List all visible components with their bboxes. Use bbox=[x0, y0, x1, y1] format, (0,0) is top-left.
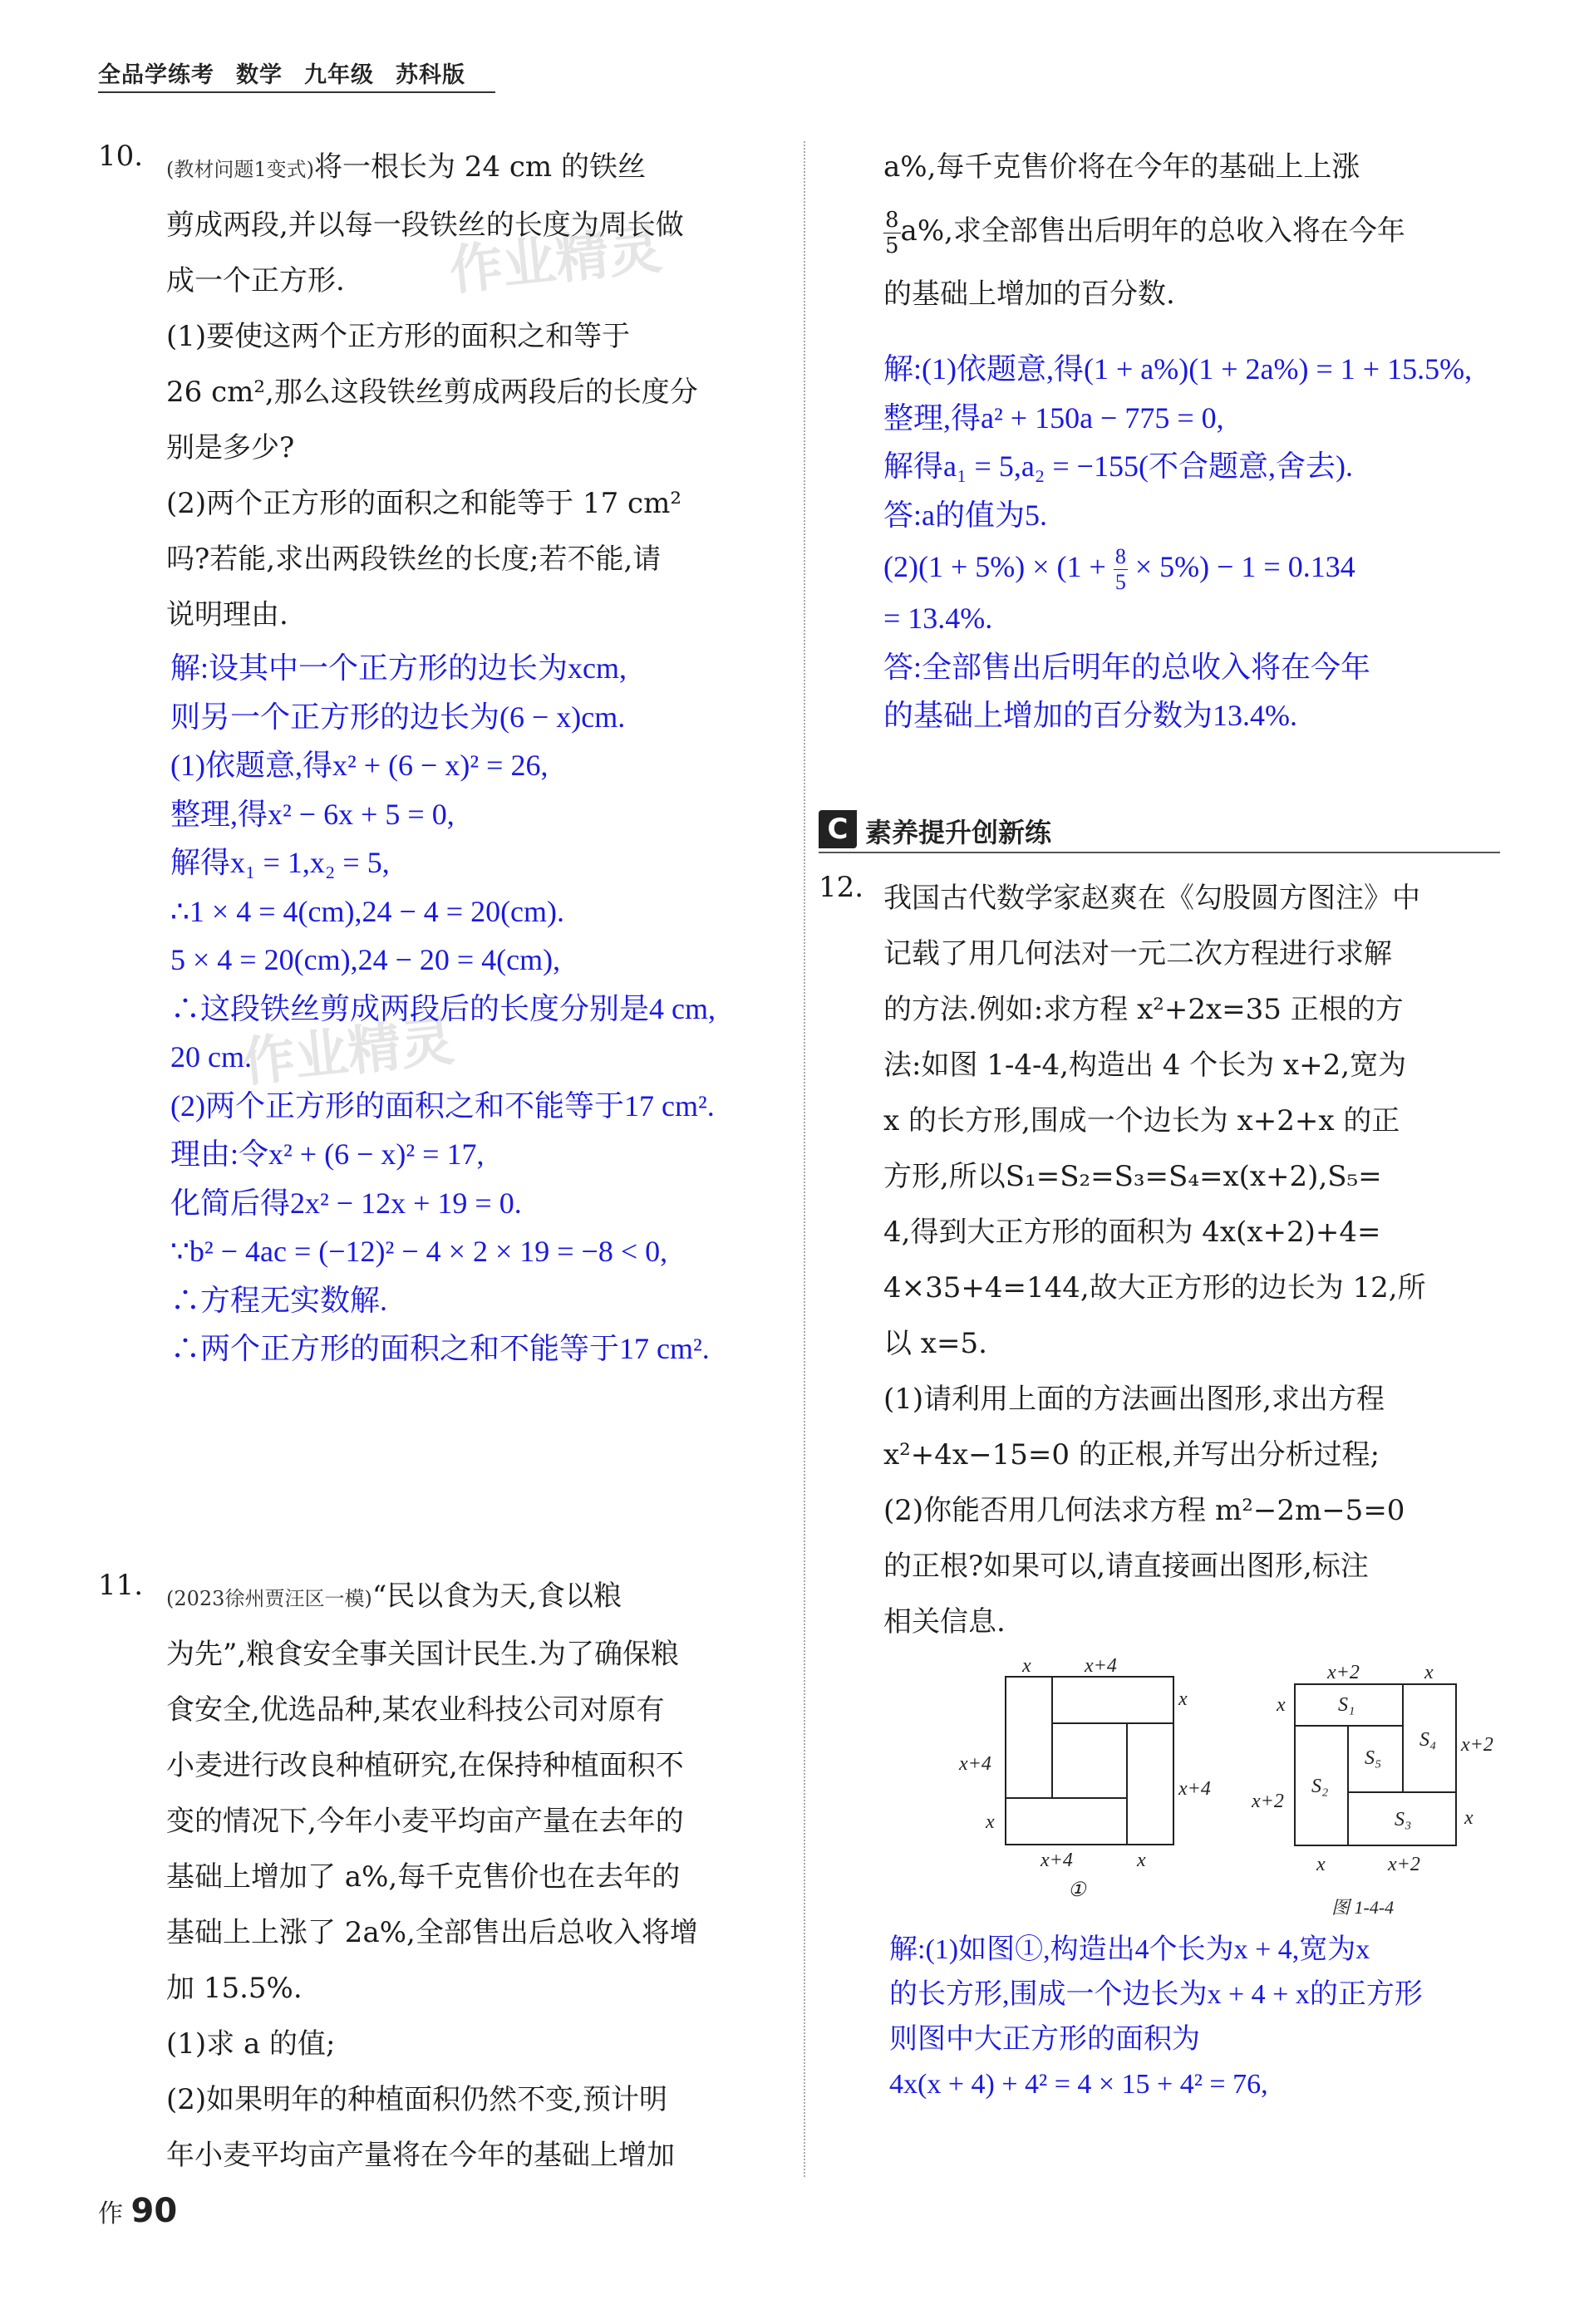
solution-line: 的长方形,围成一个边长为x + 4 + x的正方形 bbox=[889, 1979, 1423, 2010]
q12-text bbox=[883, 871, 1523, 1650]
solution-line: 整理,得a² + 150a − 775 = 0, bbox=[883, 400, 1224, 435]
label: x bbox=[1424, 1662, 1434, 1683]
solution-line: ∵b² − 4ac = (−12)² − 4 × 2 × 19 = −8 < 0, bbox=[170, 1235, 668, 1268]
q11-cont-line: a%,求全部售出后明年的总收入将在今年 bbox=[900, 214, 1405, 248]
q10-line: 26 cm²,那么这段铁丝剪成两段后的长度分 bbox=[166, 376, 698, 409]
solution-line: 解:设其中一个正方形的边长为xcm, bbox=[170, 651, 627, 685]
solution-line: 则图中大正方形的面积为 bbox=[889, 2024, 1200, 2055]
watermark: 作业精灵 bbox=[446, 219, 665, 303]
watermark: 作业精灵 bbox=[239, 1010, 457, 1095]
solution-line: (2)两个正方形的面积之和不能等于17 cm². bbox=[170, 1088, 715, 1123]
q11-solution bbox=[883, 345, 1515, 740]
label: x+4 bbox=[1085, 1655, 1117, 1677]
solution-line: 的基础上增加的百分数为13.4%. bbox=[883, 699, 1297, 732]
label: x+4 bbox=[1041, 1850, 1073, 1871]
q11-line: 基础上上涨了 2a%,全部售出后总收入将增 bbox=[166, 1916, 698, 1949]
q10-text bbox=[166, 140, 790, 643]
rectangle-left bbox=[1006, 1677, 1052, 1798]
section-title: 素养提升创新练 bbox=[865, 817, 1052, 848]
section-rule bbox=[819, 852, 1500, 853]
solution-line: 整理,得x² − 6x + 5 = 0, bbox=[170, 797, 455, 831]
solution-line: 5 × 4 = 20(cm),24 − 20 = 4(cm), bbox=[170, 943, 561, 976]
rectangle-right bbox=[1127, 1723, 1173, 1845]
q10-line: 将一根长为 24 cm 的铁丝 bbox=[314, 150, 646, 184]
edition: 苏科版 bbox=[396, 62, 465, 88]
q11-line: 加 15.5%. bbox=[166, 1972, 303, 2005]
q10-line: (1)要使这两个正方形的面积之和等于 bbox=[166, 320, 631, 353]
label: x+4 bbox=[1178, 1778, 1211, 1800]
solution-line: 答:a的值为5. bbox=[883, 498, 1047, 532]
label: x bbox=[1137, 1850, 1146, 1871]
page-number: 90 bbox=[130, 2192, 178, 2230]
label: x bbox=[1316, 1854, 1326, 1875]
q10-line: 剪成两段,并以每一段铁丝的长度为周长做 bbox=[166, 209, 684, 242]
q11-line: “民以食为天,食以粮 bbox=[371, 1580, 622, 1613]
grade: 九年级 bbox=[304, 62, 374, 88]
label-s3: S₃ bbox=[1395, 1809, 1412, 1830]
solution-line: 解得x₁ = 1,x₂ = 5, bbox=[170, 846, 390, 879]
rectangle-bottom bbox=[1006, 1798, 1127, 1845]
figure-caption: 图 1-4-4 bbox=[1331, 1897, 1395, 1918]
q10-line: 成一个正方形. bbox=[166, 264, 345, 297]
label-s5: S₅ bbox=[1365, 1747, 1382, 1769]
figure-1-4-4 bbox=[1247, 1658, 1521, 1928]
solution-line: 解:(1)依题意,得(1 + a%)(1 + 2a%) = 1 + 15.5%, bbox=[883, 352, 1473, 386]
solution-line: 20 cm. bbox=[170, 1040, 252, 1074]
solution-line: = 13.4%. bbox=[883, 602, 993, 635]
section-badge: C bbox=[819, 810, 857, 848]
fraction-8-5: $\frac{8}{5}$ bbox=[885, 207, 899, 258]
page-footer bbox=[98, 2192, 177, 2230]
label: x bbox=[1022, 1655, 1031, 1677]
q12-line: 我国古代数学家赵爽在《勾股圆方图注》中 bbox=[883, 882, 1420, 915]
figure-1 bbox=[947, 1653, 1230, 1919]
figure-caption: ① bbox=[1068, 1879, 1086, 1901]
q11-line: 食安全,优选品种,某农业科技公司对原有 bbox=[166, 1693, 665, 1727]
label: x+2 bbox=[1252, 1791, 1284, 1812]
label: x+2 bbox=[1327, 1662, 1360, 1683]
outer-square bbox=[1006, 1677, 1173, 1845]
q11-line: 基础上增加了 a%,每千克售价也在去年的 bbox=[166, 1860, 681, 1894]
label-s1: S₁ bbox=[1338, 1694, 1355, 1716]
solution-line: 理由:令x² + (6 − x)² = 17, bbox=[170, 1137, 485, 1171]
q12-line: 的方法.例如:求方程 x²+2x=35 正根的方 bbox=[883, 993, 1404, 1026]
q10-source: (教材问题1变式) bbox=[166, 158, 314, 181]
q12-line: x 的长方形,围成一个边长为 x+2+x 的正 bbox=[883, 1104, 1400, 1137]
label-s2: S₂ bbox=[1311, 1776, 1329, 1797]
q11-source: (2023徐州贾汪区一模) bbox=[166, 1587, 372, 1610]
q10-line: (2)两个正方形的面积之和能等于 17 cm² bbox=[166, 487, 681, 520]
solution-line: 答:全部售出后明年的总收入将在今年 bbox=[883, 650, 1371, 684]
q11-cont-line: a%,每千克售价将在今年的基础上上涨 bbox=[883, 150, 1360, 184]
q12-line: 记载了用几何法对一元二次方程进行求解 bbox=[883, 937, 1392, 970]
solution-line: ∴方程无实数解. bbox=[170, 1283, 388, 1317]
label: x bbox=[1277, 1694, 1286, 1716]
q11-line: (2)如果明年的种植面积仍然不变,预计明 bbox=[166, 2083, 667, 2116]
q12-line: (1)请利用上面的方法画出图形,求出方程 bbox=[883, 1383, 1385, 1416]
q12-line: 方形,所以S₁=S₂=S₃=S₄=x(x+2),S₅= bbox=[883, 1160, 1382, 1193]
q12-line: 以 x=5. bbox=[883, 1327, 987, 1360]
label: x+4 bbox=[959, 1753, 991, 1775]
solution-line: 解:(1)如图①,构造出4个长为x + 4,宽为x bbox=[889, 1934, 1370, 1965]
q10-line: 说明理由. bbox=[166, 598, 288, 631]
q10-line: 吗?若能,求出两段铁丝的长度;若不能,请 bbox=[166, 543, 662, 576]
solution-line: ∴1 × 4 = 4(cm),24 − 4 = 20(cm). bbox=[170, 894, 565, 928]
label: x+2 bbox=[1461, 1734, 1493, 1756]
solution-line: (1)依题意,得x² + (6 − x)² = 26, bbox=[170, 749, 549, 782]
column-divider bbox=[804, 141, 805, 2177]
solution-line: 化简后得2x² − 12x + 19 = 0. bbox=[170, 1186, 522, 1220]
q11-number: 11. bbox=[98, 1569, 144, 1602]
q11-line: 年小麦平均亩产量将在今年的基础上增加 bbox=[166, 2139, 675, 2172]
label: x bbox=[986, 1811, 995, 1833]
q10-line: 别是多少? bbox=[166, 431, 295, 464]
footer-prefix: 作 bbox=[98, 2199, 123, 2228]
header-rule bbox=[98, 91, 495, 93]
q12-solution bbox=[889, 1928, 1537, 2107]
q11-text bbox=[166, 1569, 794, 2184]
q12-line: (2)你能否用几何法求方程 m²−2m−5=0 bbox=[883, 1494, 1405, 1527]
q12-line: 4×35+4=144,故大正方形的边长为 12,所 bbox=[883, 1271, 1426, 1304]
q12-line: 的正根?如果可以,请直接画出图形,标注 bbox=[883, 1550, 1369, 1583]
subject: 数学 bbox=[236, 62, 283, 88]
q12-line: 4,得到大正方形的面积为 4x(x+2)+4= bbox=[883, 1216, 1381, 1249]
label-s4: S₄ bbox=[1419, 1729, 1437, 1751]
label: x bbox=[1178, 1688, 1188, 1710]
q12-line: x²+4x−15=0 的正根,并写出分析过程; bbox=[883, 1438, 1380, 1472]
q11-cont-line: 的基础上增加的百分数. bbox=[883, 278, 1175, 311]
solution-line: 4x(x + 4) + 4² = 4 × 15 + 4² = 76, bbox=[889, 2069, 1268, 2100]
label: x bbox=[1464, 1807, 1473, 1829]
q12-line: 法:如图 1-4-4,构造出 4 个长为 x+2,宽为 bbox=[883, 1049, 1407, 1082]
q12-number: 12. bbox=[819, 871, 864, 904]
solution-line: 则另一个正方形的边长为(6 − x)cm. bbox=[170, 700, 626, 734]
solution-line: ∴这段铁丝剪成两段后的长度分别是4 cm, bbox=[170, 991, 716, 1025]
page-header bbox=[98, 57, 487, 89]
solution-line: (2)(1 + 5%) × (1 + $\frac{8}{5}$ × 5%) − 1 = 0.134 bbox=[883, 544, 1355, 595]
q11-line: 小麦进行改良种植研究,在保持种植面积不 bbox=[166, 1749, 684, 1782]
book-title: 全品学练考 bbox=[98, 62, 214, 88]
q11-line: (1)求 a 的值; bbox=[166, 2027, 336, 2061]
label: x+2 bbox=[1388, 1854, 1420, 1875]
rectangle-top bbox=[1052, 1677, 1173, 1723]
solution-line: ∴两个正方形的面积之和不能等于17 cm². bbox=[170, 1332, 710, 1365]
q11-line: 为先”,粮食安全事关国计民生.为了确保粮 bbox=[166, 1638, 679, 1671]
q11-continued bbox=[883, 140, 1515, 322]
solution-line: 解得a₁ = 5,a₂ = −155(不合题意,舍去). bbox=[883, 450, 1353, 483]
q10-number: 10. bbox=[98, 140, 144, 173]
q11-line: 变的情况下,今年小麦平均亩产量在去年的 bbox=[166, 1805, 684, 1838]
q10-solution bbox=[170, 644, 802, 1373]
fraction-8-5: $\frac{8}{5}$ bbox=[1114, 544, 1126, 595]
q12-line: 相关信息. bbox=[883, 1605, 1006, 1639]
